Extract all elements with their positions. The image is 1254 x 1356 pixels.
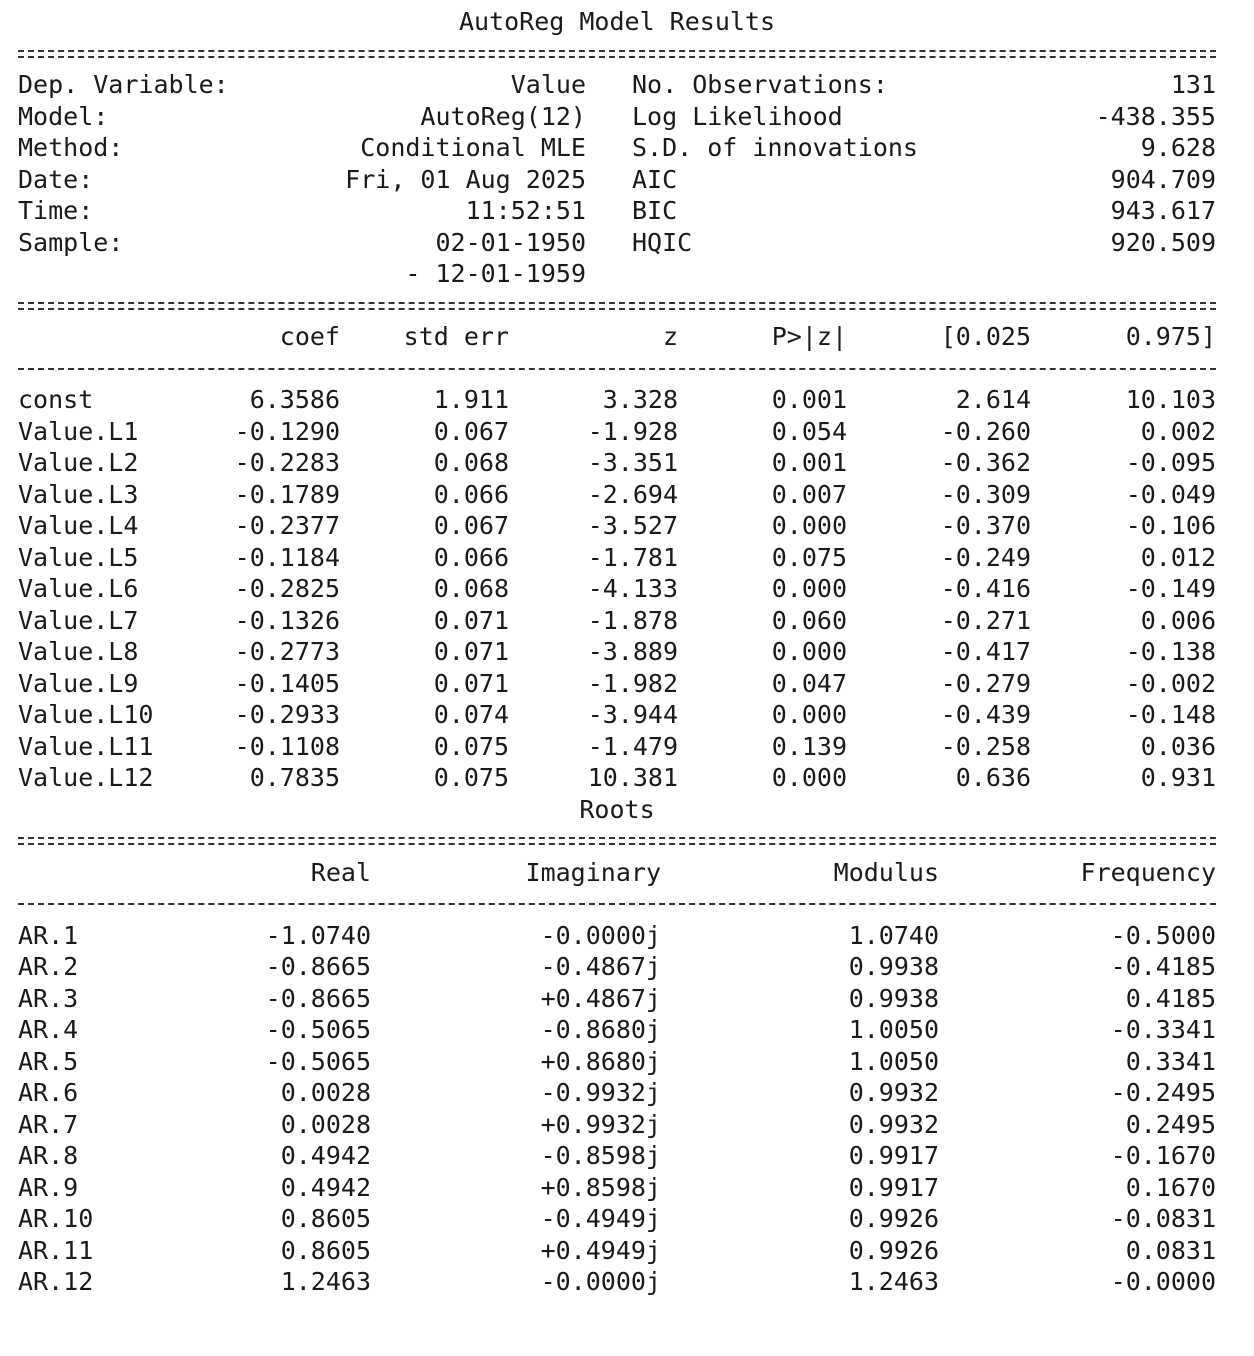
coef-table-row bbox=[18, 668, 1216, 700]
coef-cell: 0.060 bbox=[771, 605, 847, 635]
coef-cell: -0.1789 bbox=[234, 479, 340, 509]
coef-table-row bbox=[18, 510, 1216, 542]
single-rule bbox=[18, 888, 1216, 920]
coef-cell: -0.049 bbox=[1125, 479, 1216, 509]
coef-column-header: P>|z| bbox=[771, 322, 847, 351]
coef-cell: 0.000 bbox=[771, 574, 847, 603]
roots-row-label: AR.2 bbox=[18, 952, 79, 981]
title-line bbox=[18, 6, 1216, 38]
coef-cell: -0.1108 bbox=[234, 731, 340, 761]
coef-row-label: Value.L8 bbox=[18, 637, 139, 666]
coef-column-header: coef bbox=[279, 322, 340, 351]
header-left-value: AutoReg(12) bbox=[420, 101, 586, 131]
roots-cell: 0.9938 bbox=[848, 983, 939, 1013]
coef-cell: 0.002 bbox=[1140, 416, 1216, 446]
roots-row-label: AR.1 bbox=[18, 920, 79, 950]
coef-table-row bbox=[18, 762, 1216, 794]
coef-column-header: [0.025 bbox=[940, 322, 1031, 351]
coef-cell: 0.068 bbox=[433, 448, 509, 477]
coef-cell: 0.067 bbox=[433, 416, 509, 446]
roots-cell: -0.8680j bbox=[540, 1015, 661, 1044]
header-right-value: 943.617 bbox=[1110, 196, 1216, 225]
summary-title: AutoReg Model Results bbox=[458, 7, 776, 36]
roots-cell: -0.5065 bbox=[265, 1015, 371, 1044]
roots-cell: 1.2463 bbox=[280, 1267, 371, 1296]
coef-cell: -0.002 bbox=[1125, 668, 1216, 698]
coef-cell: 0.074 bbox=[433, 700, 509, 729]
double-rule bbox=[18, 825, 1216, 857]
roots-cell: -0.0000j bbox=[540, 1267, 661, 1296]
roots-cell: 0.9938 bbox=[848, 952, 939, 981]
coef-table-row bbox=[18, 384, 1216, 416]
roots-cell: +0.9932j bbox=[540, 1109, 661, 1139]
header-left-label: Date: bbox=[18, 164, 94, 194]
coef-cell: -3.889 bbox=[587, 637, 678, 666]
header-left-label: Method: bbox=[18, 133, 124, 162]
roots-cell: +0.4867j bbox=[540, 983, 661, 1013]
coef-cell: -0.260 bbox=[940, 416, 1031, 446]
roots-table-row bbox=[18, 1235, 1216, 1267]
coef-row-label: Value.L4 bbox=[18, 511, 139, 540]
roots-cell: 0.8605 bbox=[280, 1235, 371, 1265]
roots-table-row bbox=[18, 1046, 1216, 1078]
header-right-value: 904.709 bbox=[1110, 164, 1216, 194]
header-line bbox=[18, 132, 1216, 164]
roots-cell: -0.4185 bbox=[1110, 952, 1216, 981]
coef-table-row bbox=[18, 636, 1216, 668]
coef-cell: -0.149 bbox=[1125, 574, 1216, 603]
coef-cell: -0.370 bbox=[940, 511, 1031, 540]
coef-cell: -1.781 bbox=[587, 542, 678, 572]
roots-cell: -0.2495 bbox=[1110, 1078, 1216, 1107]
roots-cell: -1.0740 bbox=[265, 920, 371, 950]
roots-row-label: AR.12 bbox=[18, 1267, 94, 1296]
roots-cell: -0.8598j bbox=[540, 1141, 661, 1170]
coef-row-label: Value.L10 bbox=[18, 700, 154, 729]
coef-cell: 0.071 bbox=[433, 605, 509, 635]
header-left-label: Model: bbox=[18, 101, 109, 131]
coef-cell: 0.000 bbox=[771, 700, 847, 729]
coef-cell: 10.103 bbox=[1125, 385, 1216, 414]
coef-cell: 0.001 bbox=[771, 385, 847, 414]
header-left-label: Time: bbox=[18, 196, 94, 225]
roots-cell: 1.0050 bbox=[848, 1015, 939, 1044]
coef-cell: 0.001 bbox=[771, 448, 847, 477]
header-right-label: BIC bbox=[632, 196, 678, 225]
roots-cell: 0.0028 bbox=[280, 1078, 371, 1107]
roots-table-body bbox=[18, 920, 1216, 1298]
coef-header-row bbox=[18, 321, 1216, 353]
header-left-value: 11:52:51 bbox=[465, 196, 586, 225]
roots-cell: 0.4942 bbox=[280, 1172, 371, 1202]
roots-row-label: AR.4 bbox=[18, 1015, 79, 1044]
autoreg-summary bbox=[18, 6, 1216, 1298]
coef-cell: -0.2283 bbox=[234, 448, 340, 477]
coef-row-label: Value.L9 bbox=[18, 668, 139, 698]
coef-table-row bbox=[18, 416, 1216, 448]
header-line bbox=[18, 258, 1216, 290]
coef-table-row bbox=[18, 605, 1216, 637]
roots-table-row bbox=[18, 1109, 1216, 1141]
coef-table-row bbox=[18, 699, 1216, 731]
coef-cell: -1.928 bbox=[587, 416, 678, 446]
coef-cell: 0.071 bbox=[433, 668, 509, 698]
roots-cell: 0.8605 bbox=[280, 1204, 371, 1233]
roots-cell: 1.0050 bbox=[848, 1046, 939, 1076]
roots-cell: 0.1670 bbox=[1125, 1172, 1216, 1202]
coef-row-label: Value.L6 bbox=[18, 574, 139, 603]
roots-cell: 0.4185 bbox=[1125, 983, 1216, 1013]
roots-cell: -0.8665 bbox=[265, 952, 371, 981]
coef-cell: 0.139 bbox=[771, 731, 847, 761]
coef-cell: -0.309 bbox=[940, 479, 1031, 509]
coef-cell: 0.036 bbox=[1140, 731, 1216, 761]
roots-column-header: Frequency bbox=[1080, 857, 1216, 887]
coef-cell: -3.351 bbox=[587, 448, 678, 477]
header-right-label: Log Likelihood bbox=[632, 101, 843, 131]
coef-cell: -0.271 bbox=[940, 605, 1031, 635]
single-rule bbox=[18, 353, 1216, 385]
coef-cell: 0.068 bbox=[433, 574, 509, 603]
roots-cell: -0.5065 bbox=[265, 1046, 371, 1076]
roots-cell: -0.9932j bbox=[540, 1078, 661, 1107]
coef-cell: 0.000 bbox=[771, 637, 847, 666]
coef-column-header: 0.975] bbox=[1125, 322, 1216, 351]
roots-cell: 0.0028 bbox=[280, 1109, 371, 1139]
coef-table-row bbox=[18, 573, 1216, 605]
coef-cell: -0.439 bbox=[940, 700, 1031, 729]
roots-cell: 0.9926 bbox=[848, 1235, 939, 1265]
coef-cell: 0.047 bbox=[771, 668, 847, 698]
roots-row-label: AR.3 bbox=[18, 983, 79, 1013]
coef-cell: -0.2933 bbox=[234, 700, 340, 729]
header-right-value: 920.509 bbox=[1110, 227, 1216, 257]
roots-table-row bbox=[18, 983, 1216, 1015]
coef-cell: -0.106 bbox=[1125, 511, 1216, 540]
roots-table-row bbox=[18, 1172, 1216, 1204]
roots-cell: 0.9917 bbox=[848, 1172, 939, 1202]
coef-cell: -0.416 bbox=[940, 574, 1031, 603]
roots-cell: -0.4867j bbox=[540, 952, 661, 981]
roots-cell: -0.0000 bbox=[1110, 1267, 1216, 1296]
coef-cell: 2.614 bbox=[955, 385, 1031, 414]
coef-cell: -0.417 bbox=[940, 637, 1031, 666]
coef-table-row bbox=[18, 447, 1216, 479]
coef-cell: 0.636 bbox=[955, 763, 1031, 792]
roots-row-label: AR.8 bbox=[18, 1141, 79, 1170]
coef-cell: -0.148 bbox=[1125, 700, 1216, 729]
coef-cell: -0.1405 bbox=[234, 668, 340, 698]
header-left-value: 02-01-1950 bbox=[435, 227, 586, 257]
roots-table-row bbox=[18, 1140, 1216, 1172]
header-line bbox=[18, 227, 1216, 259]
roots-cell: -0.8665 bbox=[265, 983, 371, 1013]
coef-cell: 0.075 bbox=[433, 731, 509, 761]
header-right-value: 131 bbox=[1170, 70, 1216, 99]
coef-cell: -1.982 bbox=[587, 668, 678, 698]
coef-cell: -3.527 bbox=[587, 511, 678, 540]
coef-cell: -0.279 bbox=[940, 668, 1031, 698]
roots-cell: -0.1670 bbox=[1110, 1141, 1216, 1170]
roots-cell: 0.9932 bbox=[848, 1109, 939, 1139]
header-line bbox=[18, 195, 1216, 227]
header-block bbox=[18, 69, 1216, 290]
header-line bbox=[18, 69, 1216, 101]
coef-cell: -0.362 bbox=[940, 448, 1031, 477]
header-left-value: Fri, 01 Aug 2025 bbox=[345, 164, 586, 194]
header-line bbox=[18, 164, 1216, 196]
coef-cell: -1.878 bbox=[587, 605, 678, 635]
roots-row-label: AR.7 bbox=[18, 1109, 79, 1139]
coef-row-label: Value.L2 bbox=[18, 448, 139, 477]
header-right-value: -438.355 bbox=[1095, 101, 1216, 131]
roots-cell: -0.0000j bbox=[540, 920, 661, 950]
coef-cell: 0.067 bbox=[433, 511, 509, 540]
coef-cell: 10.381 bbox=[587, 763, 678, 792]
coef-cell: -0.2773 bbox=[234, 637, 340, 666]
coef-cell: 0.000 bbox=[771, 763, 847, 792]
coef-cell: -3.944 bbox=[587, 700, 678, 729]
coef-cell: -0.249 bbox=[940, 542, 1031, 572]
coef-cell: 0.054 bbox=[771, 416, 847, 446]
coef-cell: 1.911 bbox=[433, 385, 509, 414]
roots-cell: 0.0831 bbox=[1125, 1235, 1216, 1265]
coef-cell: 0.007 bbox=[771, 479, 847, 509]
header-left-value: Conditional MLE bbox=[360, 133, 586, 162]
roots-title-line bbox=[18, 794, 1216, 826]
roots-table-row bbox=[18, 1077, 1216, 1109]
header-right-value: 9.628 bbox=[1140, 133, 1216, 162]
roots-cell: +0.8598j bbox=[540, 1172, 661, 1202]
header-line bbox=[18, 101, 1216, 133]
coef-cell: 0.066 bbox=[433, 479, 509, 509]
coef-row-label: Value.L11 bbox=[18, 731, 154, 761]
coef-row-label: const bbox=[18, 385, 94, 414]
coef-cell: -0.1326 bbox=[234, 605, 340, 635]
coef-row-label: Value.L7 bbox=[18, 605, 139, 635]
coef-row-label: Value.L5 bbox=[18, 542, 139, 572]
coef-cell: -0.2825 bbox=[234, 574, 340, 603]
roots-header-row bbox=[18, 857, 1216, 889]
header-left-label: Dep. Variable: bbox=[18, 70, 229, 99]
roots-cell: 0.3341 bbox=[1125, 1046, 1216, 1076]
coef-cell: -0.095 bbox=[1125, 448, 1216, 477]
coef-table-row bbox=[18, 479, 1216, 511]
coef-cell: 0.075 bbox=[771, 542, 847, 572]
header-left-value: Value bbox=[510, 70, 586, 99]
roots-cell: 0.2495 bbox=[1125, 1109, 1216, 1139]
roots-column-header: Imaginary bbox=[525, 857, 661, 887]
roots-cell: 0.9926 bbox=[848, 1204, 939, 1233]
roots-column-header: Real bbox=[310, 857, 371, 887]
roots-row-label: AR.6 bbox=[18, 1078, 79, 1107]
roots-table-row bbox=[18, 920, 1216, 952]
coef-cell: -0.1184 bbox=[234, 542, 340, 572]
coef-cell: 6.3586 bbox=[249, 385, 340, 414]
coef-cell: 0.071 bbox=[433, 637, 509, 666]
roots-cell: +0.4949j bbox=[540, 1235, 661, 1265]
roots-title: Roots bbox=[579, 794, 655, 824]
coef-table-row bbox=[18, 731, 1216, 763]
roots-cell: 0.4942 bbox=[280, 1141, 371, 1170]
coef-cell: 0.012 bbox=[1140, 542, 1216, 572]
header-right-label: HQIC bbox=[632, 227, 693, 257]
roots-table-row bbox=[18, 1203, 1216, 1235]
roots-table-row bbox=[18, 1014, 1216, 1046]
coef-row-label: Value.L12 bbox=[18, 763, 154, 792]
roots-cell: -0.4949j bbox=[540, 1204, 661, 1233]
coef-cell: 0.931 bbox=[1140, 763, 1216, 792]
header-left-value: - 12-01-1959 bbox=[405, 259, 586, 288]
coef-cell: -1.479 bbox=[587, 731, 678, 761]
coef-cell: 3.328 bbox=[602, 385, 678, 414]
double-rule bbox=[18, 290, 1216, 322]
coef-row-label: Value.L1 bbox=[18, 416, 139, 446]
double-rule bbox=[18, 38, 1216, 70]
header-right-label: AIC bbox=[632, 164, 678, 194]
coef-cell: 0.006 bbox=[1140, 605, 1216, 635]
header-left-label: Sample: bbox=[18, 227, 124, 257]
coef-cell: 0.000 bbox=[771, 511, 847, 540]
coef-cell: -0.1290 bbox=[234, 416, 340, 446]
coef-cell: 0.7835 bbox=[249, 763, 340, 792]
coef-column-header: z bbox=[662, 322, 678, 351]
roots-row-label: AR.5 bbox=[18, 1046, 79, 1076]
roots-cell: 1.2463 bbox=[848, 1267, 939, 1296]
roots-cell: -0.5000 bbox=[1110, 920, 1216, 950]
coef-table-body bbox=[18, 384, 1216, 794]
roots-column-header: Modulus bbox=[833, 857, 939, 887]
roots-cell: 0.9917 bbox=[848, 1141, 939, 1170]
coef-table-row bbox=[18, 542, 1216, 574]
coef-cell: -0.138 bbox=[1125, 637, 1216, 666]
roots-row-label: AR.11 bbox=[18, 1235, 94, 1265]
roots-cell: +0.8680j bbox=[540, 1046, 661, 1076]
roots-cell: 1.0740 bbox=[848, 920, 939, 950]
coef-cell: -0.258 bbox=[940, 731, 1031, 761]
header-right-label: No. Observations: bbox=[632, 70, 888, 99]
coef-column-header: std err bbox=[403, 322, 509, 351]
roots-row-label: AR.9 bbox=[18, 1172, 79, 1202]
coef-cell: -4.133 bbox=[587, 574, 678, 603]
header-right-label: S.D. of innovations bbox=[632, 133, 918, 162]
roots-row-label: AR.10 bbox=[18, 1204, 94, 1233]
roots-table-row bbox=[18, 951, 1216, 983]
coef-cell: 0.075 bbox=[433, 763, 509, 792]
coef-row-label: Value.L3 bbox=[18, 479, 139, 509]
roots-cell: 0.9932 bbox=[848, 1078, 939, 1107]
coef-cell: -2.694 bbox=[587, 479, 678, 509]
coef-cell: -0.2377 bbox=[234, 511, 340, 540]
roots-cell: -0.3341 bbox=[1110, 1015, 1216, 1044]
roots-table-row bbox=[18, 1266, 1216, 1298]
roots-cell: -0.0831 bbox=[1110, 1204, 1216, 1233]
coef-cell: 0.066 bbox=[433, 542, 509, 572]
